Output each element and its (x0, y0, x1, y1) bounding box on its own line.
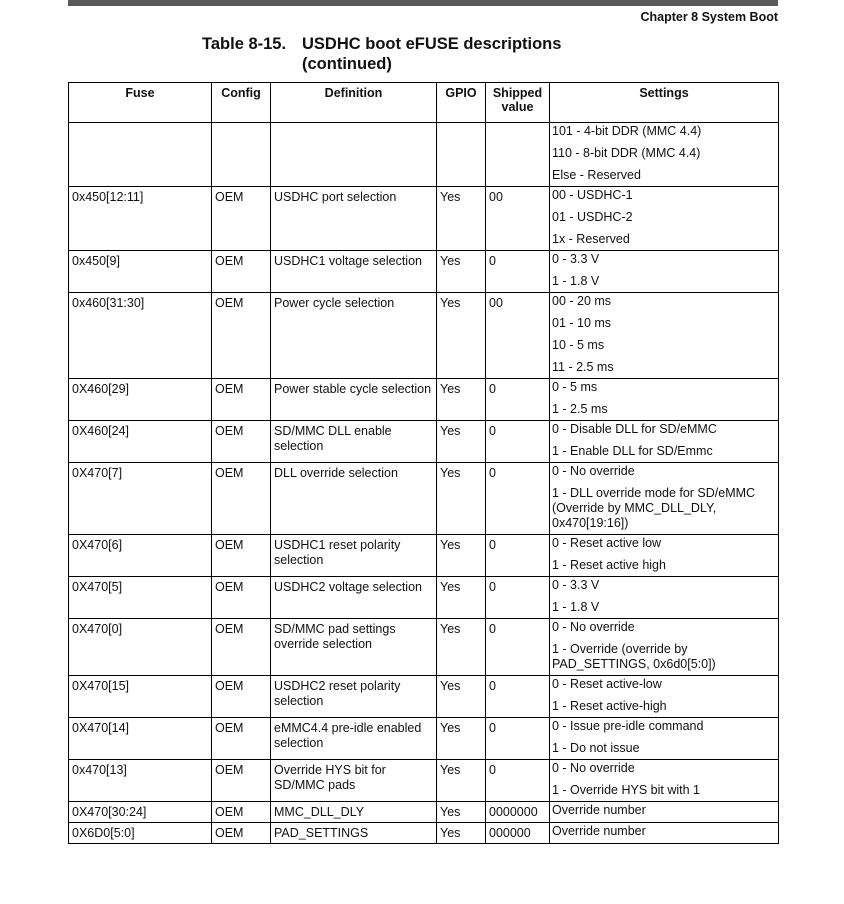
table-row (69, 251, 779, 293)
setting-option: 1 - Reset active high (552, 558, 666, 572)
config-cell: OEM (212, 251, 271, 293)
gpio-cell: Yes (437, 802, 486, 823)
config-cell: OEM (212, 676, 271, 718)
table-row (69, 823, 779, 844)
top-rule (68, 0, 778, 6)
shipped-value-cell: 0 (486, 463, 550, 535)
table-row (69, 463, 779, 535)
setting-option: 0 - 3.3 V (552, 252, 600, 266)
settings-cell (550, 535, 779, 577)
gpio-cell: Yes (437, 823, 486, 844)
fuse-cell: 0X470[0] (69, 619, 212, 676)
setting-option: 101 - 4-bit DDR (MMC 4.4) (552, 124, 702, 138)
config-cell: OEM (212, 577, 271, 619)
fuse-cell: 0X470[6] (69, 535, 212, 577)
column-header-gpio: GPIO (437, 83, 486, 123)
gpio-cell: Yes (437, 421, 486, 463)
gpio-cell: Yes (437, 379, 486, 421)
setting-option: 1 - 2.5 ms (552, 402, 608, 416)
fuse-cell: 0x470[13] (69, 760, 212, 802)
definition-cell: Power stable cycle selection (271, 379, 437, 421)
gpio-cell: Yes (437, 187, 486, 251)
table-row (69, 379, 779, 421)
gpio-cell: Yes (437, 293, 486, 379)
definition-cell: USDHC1 reset polarity selection (271, 535, 437, 577)
chapter-header: Chapter 8 System Boot (640, 10, 778, 24)
fuse-cell: 0X6D0[5:0] (69, 823, 212, 844)
setting-option: 0 - No override (552, 620, 635, 634)
gpio-cell: Yes (437, 535, 486, 577)
setting-option: 0 - Reset active low (552, 536, 662, 550)
fuse-cell: 0X460[29] (69, 379, 212, 421)
settings-cell (550, 251, 779, 293)
setting-option: 0 - Disable DLL for SD/eMMC (552, 422, 717, 436)
shipped-value-cell: 0 (486, 535, 550, 577)
gpio-cell: Yes (437, 718, 486, 760)
usdhc-efuse-table (68, 82, 779, 844)
config-cell: OEM (212, 187, 271, 251)
settings-cell (550, 718, 779, 760)
table-row (69, 718, 779, 760)
fuse-cell: 0X470[14] (69, 718, 212, 760)
definition-cell (271, 123, 437, 187)
config-cell: OEM (212, 823, 271, 844)
shipped-value-cell: 0 (486, 619, 550, 676)
config-cell: OEM (212, 760, 271, 802)
fuse-cell: 0X470[30:24] (69, 802, 212, 823)
setting-option: 1 - DLL override mode for SD/eMMC (Override by MMC_DLL_DLY, 0x470[19:16]) (552, 486, 756, 530)
setting-option: 0 - 5 ms (552, 380, 598, 394)
table-header-row (69, 83, 779, 123)
fuse-cell (69, 123, 212, 187)
config-cell: OEM (212, 463, 271, 535)
definition-cell: MMC_DLL_DLY (271, 802, 437, 823)
setting-option: 1 - Enable DLL for SD/Emmc (552, 444, 713, 458)
table-row (69, 535, 779, 577)
config-cell: OEM (212, 802, 271, 823)
setting-option: 00 - USDHC-1 (552, 188, 633, 202)
column-header-fuse: Fuse (69, 83, 212, 123)
definition-cell: USDHC1 voltage selection (271, 251, 437, 293)
table-row (69, 577, 779, 619)
definition-cell: USDHC2 voltage selection (271, 577, 437, 619)
settings-cell (550, 676, 779, 718)
setting-option: 1 - Reset active-high (552, 699, 667, 713)
fuse-cell: 0X470[15] (69, 676, 212, 718)
settings-cell (550, 823, 779, 844)
table-row (69, 123, 779, 187)
setting-option: 110 - 8-bit DDR (MMC 4.4) (552, 146, 701, 160)
shipped-value-cell: 0000000 (486, 802, 550, 823)
definition-cell: SD/MMC DLL enable selection (271, 421, 437, 463)
gpio-cell (437, 123, 486, 187)
definition-cell: eMMC4.4 pre-idle enabled selection (271, 718, 437, 760)
settings-cell (550, 123, 779, 187)
settings-cell (550, 802, 779, 823)
setting-option: Override number (552, 824, 646, 838)
setting-option: 1 - Do not issue (552, 741, 640, 755)
fuse-cell: 0X470[5] (69, 577, 212, 619)
config-cell: OEM (212, 619, 271, 676)
setting-option: 00 - 20 ms (552, 294, 612, 308)
setting-option: 1 - 1.8 V (552, 274, 600, 288)
gpio-cell: Yes (437, 463, 486, 535)
setting-option: Override number (552, 803, 646, 817)
gpio-cell: Yes (437, 676, 486, 718)
setting-option: 1 - 1.8 V (552, 600, 600, 614)
fuse-cell: 0X460[24] (69, 421, 212, 463)
table-row (69, 760, 779, 802)
table-row (69, 421, 779, 463)
setting-option: 0 - Issue pre-idle command (552, 719, 704, 733)
settings-cell (550, 577, 779, 619)
config-cell: OEM (212, 421, 271, 463)
shipped-value-cell: 00 (486, 293, 550, 379)
definition-cell: USDHC2 reset polarity selection (271, 676, 437, 718)
table-caption (202, 34, 561, 74)
config-cell: OEM (212, 718, 271, 760)
fuse-cell: 0x460[31:30] (69, 293, 212, 379)
column-header-settings: Settings (550, 83, 779, 123)
definition-cell: SD/MMC pad settings override selection (271, 619, 437, 676)
config-cell (212, 123, 271, 187)
setting-option: 1 - Override (override by PAD_SETTINGS, 0x6d0[5:0]) (552, 642, 716, 671)
gpio-cell: Yes (437, 251, 486, 293)
fuse-cell: 0X470[7] (69, 463, 212, 535)
setting-option: 01 - USDHC-2 (552, 210, 633, 224)
settings-cell (550, 619, 779, 676)
gpio-cell: Yes (437, 619, 486, 676)
setting-option: Else - Reserved (552, 168, 641, 182)
shipped-value-cell (486, 123, 550, 187)
config-cell: OEM (212, 379, 271, 421)
shipped-value-cell: 0 (486, 760, 550, 802)
definition-cell: Power cycle selection (271, 293, 437, 379)
table-row (69, 293, 779, 379)
setting-option: 11 - 2.5 ms (552, 360, 614, 374)
config-cell: OEM (212, 535, 271, 577)
table-number: Table 8-15. (202, 35, 287, 53)
fuse-cell: 0x450[12:11] (69, 187, 212, 251)
setting-option: 01 - 10 ms (552, 316, 612, 330)
definition-cell: Override HYS bit for SD/MMC pads (271, 760, 437, 802)
table-row (69, 676, 779, 718)
column-header-definition: Definition (271, 83, 437, 123)
setting-option: 10 - 5 ms (552, 338, 605, 352)
column-header-config: Config (212, 83, 271, 123)
settings-cell (550, 187, 779, 251)
table-row (69, 187, 779, 251)
fuse-cell: 0x450[9] (69, 251, 212, 293)
setting-option: 0 - 3.3 V (552, 578, 600, 592)
setting-option: 0 - No override (552, 464, 635, 478)
settings-cell (550, 421, 779, 463)
setting-option: 1 - Override HYS bit with 1 (552, 783, 700, 797)
shipped-value-cell: 0 (486, 379, 550, 421)
shipped-value-cell: 0 (486, 676, 550, 718)
settings-cell (550, 293, 779, 379)
definition-cell: DLL override selection (271, 463, 437, 535)
settings-cell (550, 379, 779, 421)
shipped-value-cell: 0 (486, 718, 550, 760)
shipped-value-cell: 0 (486, 251, 550, 293)
setting-option: 0 - Reset active-low (552, 677, 662, 691)
gpio-cell: Yes (437, 760, 486, 802)
table-title-continued: (continued) (302, 55, 392, 73)
config-cell: OEM (212, 293, 271, 379)
shipped-value-cell: 00 (486, 187, 550, 251)
shipped-value-cell: 0 (486, 421, 550, 463)
table-row (69, 802, 779, 823)
setting-option: 1x - Reserved (552, 232, 630, 246)
settings-cell (550, 463, 779, 535)
shipped-value-cell: 0 (486, 577, 550, 619)
table-title: USDHC boot eFUSE descriptions (302, 35, 562, 53)
gpio-cell: Yes (437, 577, 486, 619)
definition-cell: USDHC port selection (271, 187, 437, 251)
setting-option: 0 - No override (552, 761, 635, 775)
column-header-shipped-value: Shipped value (486, 83, 550, 123)
definition-cell: PAD_SETTINGS (271, 823, 437, 844)
settings-cell (550, 760, 779, 802)
table-row (69, 619, 779, 676)
shipped-value-cell: 000000 (486, 823, 550, 844)
